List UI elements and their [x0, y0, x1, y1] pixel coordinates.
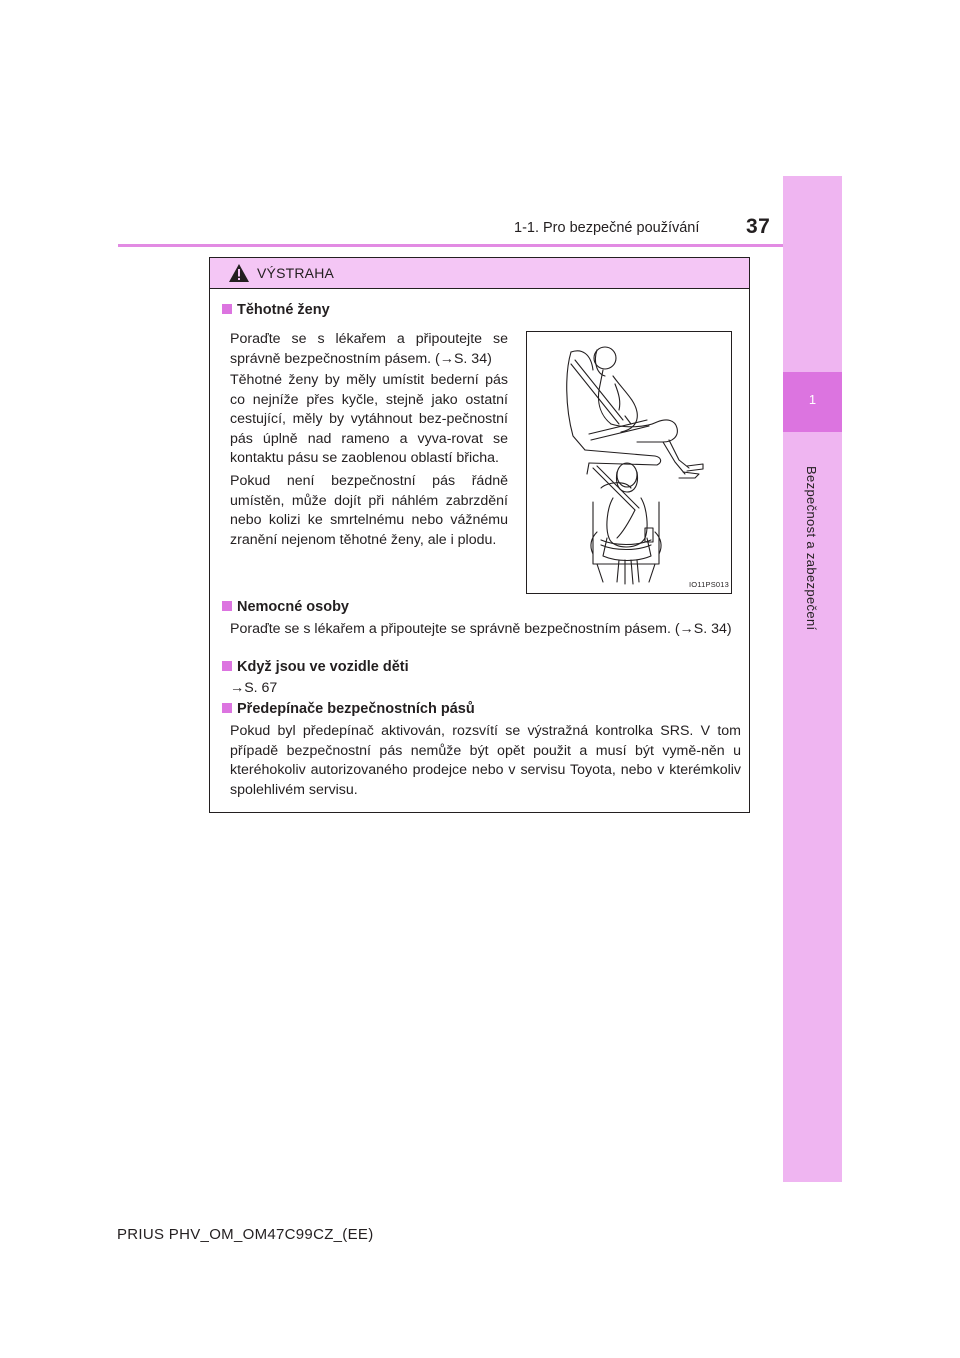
- paragraph: →S. 67: [230, 680, 278, 696]
- page-number: 37: [746, 215, 771, 238]
- section-heading: Nemocné osoby: [222, 599, 349, 615]
- chapter-side-tab: [783, 176, 842, 1182]
- chapter-title: Bezpečnost a zabezpečení: [804, 466, 819, 631]
- bullet-square-icon: [222, 703, 232, 713]
- bullet-square-icon: [222, 661, 232, 671]
- bullet-square-icon: [222, 601, 232, 611]
- document-code: PRIUS PHV_OM_OM47C99CZ_(EE): [117, 1226, 374, 1243]
- section-title: 1-1. Pro bezpečné používání: [514, 220, 700, 236]
- warning-triangle-icon: [228, 263, 250, 283]
- section-heading: Těhotné ženy: [222, 302, 330, 318]
- header-divider: [118, 244, 842, 247]
- warning-box: [209, 257, 750, 813]
- section-heading: Když jsou ve vozidle děti: [222, 659, 409, 675]
- warning-header: [210, 258, 749, 289]
- paragraph: Poraďte se s lékařem a připoutejte se správně bezpečnostním pásem. (→S. 34): [230, 621, 732, 637]
- chapter-number: 1: [808, 392, 817, 407]
- pregnant-woman-seatbelt-illustration: [526, 331, 732, 594]
- paragraph: Těhotné ženy by měly umístit bederní pás co nejníže přes kyčle, stejně jako ostatní cestující, měly by vytáhnout bez-pečnostní pás úplně nad rameno a vyva-rovat se kontaktu pásu se zaoblenou oblastí břicha.: [230, 372, 508, 466]
- bullet-square-icon: [222, 304, 232, 314]
- warning-title: VÝSTRAHA: [257, 265, 335, 281]
- paragraph: Pokud není bezpečnostní pás řádně umístěn, může dojít při náhlém zabrzdění nebo kolizi ke smrtelnému nebo vážnému zranění nejenom těhotné ženy, ale i plodu.: [230, 473, 508, 548]
- paragraph: Pokud byl předepínač aktivován, rozsvítí se výstražná kontrolka SRS. V tom případě bezpečnostní pás nemůže být opět použit a musí být vymě-něn u kteréhokoliv autorizovaného prodejce nebo v servisu Toyota, nebo v kterémkoliv spolehlivém servisu.: [230, 723, 741, 798]
- section-heading: Předepínače bezpečnostních pásů: [222, 701, 475, 717]
- figure-code: IO11PS013: [689, 580, 730, 589]
- paragraph: Poraďte se s lékařem a připoutejte se správně bezpečnostním pásem. (→S. 34): [230, 331, 508, 367]
